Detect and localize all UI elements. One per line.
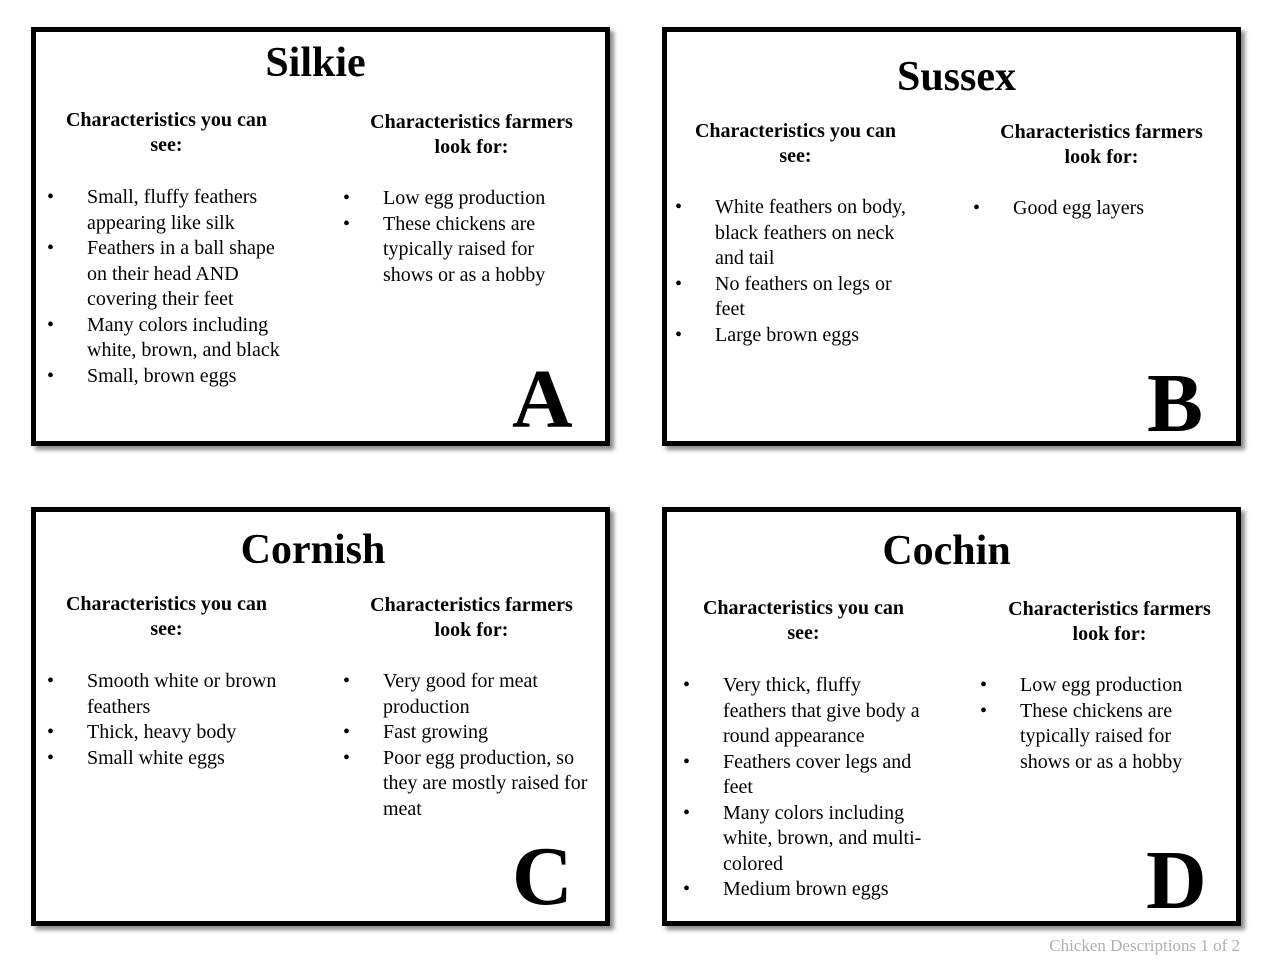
list-item: • Large brown eggs (675, 323, 915, 349)
card-letter: C (512, 830, 573, 923)
card-sussex (662, 27, 1241, 450)
card-cornish (31, 507, 610, 926)
list-item: • Many colors including white, brown, and multi-colored (683, 801, 923, 878)
list-item: • No feathers on legs or feet (675, 272, 915, 323)
see-heading: Characteristics you can see: (702, 597, 905, 644)
see-list (47, 669, 287, 771)
list-item: • Poor egg production, so they are mostly raised for meat (343, 746, 605, 823)
farmer-list (343, 669, 605, 822)
farmer-list (343, 186, 583, 288)
list-item: • Smooth white or brown feathers (47, 669, 287, 720)
farmer-heading: Characteristics farmers look for: (1008, 598, 1211, 645)
list-item: • Fast growing (343, 720, 605, 746)
list-item: • Low egg production (343, 186, 583, 212)
see-list (675, 195, 915, 348)
card-title: Cochin (882, 528, 1011, 574)
see-list (47, 185, 292, 389)
see-list (683, 673, 923, 903)
card-letter: D (1146, 834, 1207, 927)
list-item: • Good egg layers (973, 196, 1213, 222)
page-footer: Chicken Descriptions 1 of 2 (1049, 936, 1240, 955)
list-item: • Many colors including white, brown, and black (47, 313, 292, 364)
list-item: • Small, brown eggs (47, 364, 292, 390)
farmer-heading: Characteristics farmers look for: (1000, 121, 1203, 168)
list-item: • White feathers on body, black feathers on neck and tail (675, 195, 915, 272)
list-item: • Feathers cover legs and feet (683, 750, 923, 801)
card-letter: A (512, 353, 573, 446)
list-item: • These chickens are typically raised for shows or as a hobby (980, 699, 1220, 776)
card-cochin (662, 507, 1241, 926)
list-item: • Feathers in a ball shape on their head AND covering their feet (47, 236, 292, 313)
list-item: • These chickens are typically raised for shows or as a hobby (343, 212, 583, 289)
list-item: • Low egg production (980, 673, 1220, 699)
see-heading: Characteristics you can see: (694, 120, 897, 167)
farmer-list (980, 673, 1220, 775)
list-item: • Thick, heavy body (47, 720, 287, 746)
card-title: Silkie (265, 40, 366, 86)
list-item: • Very good for meat production (343, 669, 605, 720)
see-heading: Characteristics you can see: (65, 593, 268, 640)
farmer-heading: Characteristics farmers look for: (370, 111, 573, 158)
list-item: • Very thick, fluffy feathers that give body a round appearance (683, 673, 923, 750)
farmer-list (973, 196, 1213, 222)
card-title: Cornish (240, 527, 386, 573)
list-item: • Small, fluffy feathers appearing like silk (47, 185, 292, 236)
list-item: • Medium brown eggs (683, 877, 923, 903)
see-heading: Characteristics you can see: (65, 109, 268, 156)
list-item: • Small white eggs (47, 746, 287, 772)
card-letter: B (1147, 357, 1204, 450)
farmer-heading: Characteristics farmers look for: (370, 594, 573, 641)
card-title: Sussex (896, 54, 1017, 100)
card-silkie (31, 27, 610, 446)
